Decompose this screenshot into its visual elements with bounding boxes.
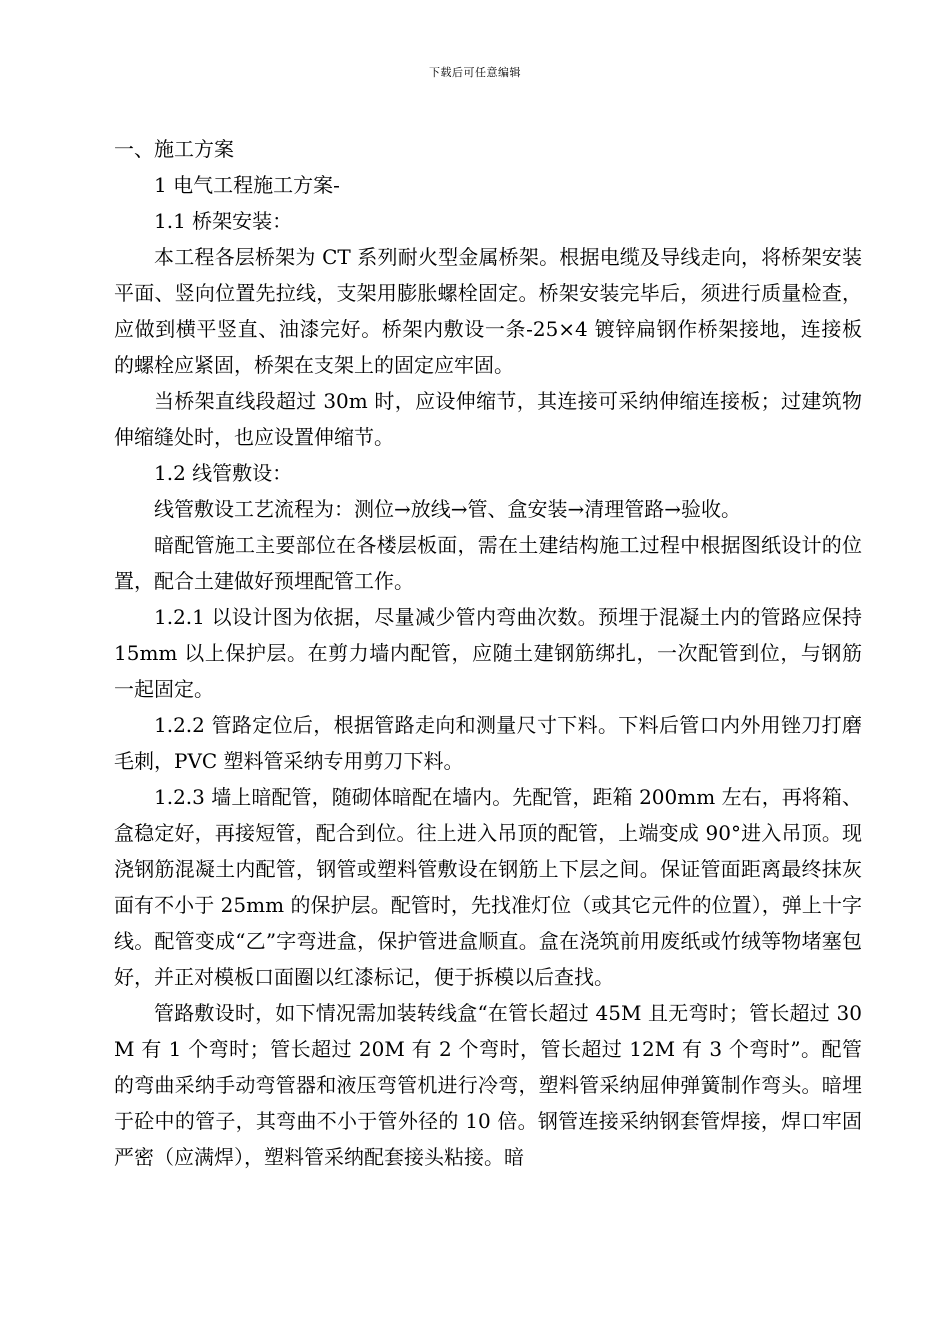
paragraph: 1.2.3 墙上暗配管，随砌体暗配在墙内。先配管，距箱 200mm 左右，再将箱、盒稳定好，再接短管，配合到位。往上进入吊顶的配管，上端变成 90°进入吊顶。现浇钢筋混凝土内配管，钢管或塑料管敷设在钢筋上下层之间。保证管面距离最终抹灰面有不小于 25mm 的保护层。配管时，先找准灯位（或其它元件的位置），弹上十字线。配管变成“乙”字弯进盒，保护管进盒顺直。盒在浇筑前用废纸或竹绒等物堵塞包好，并正对模板口面圈以红漆标记，便于拆模以后查找。 — [114, 785, 862, 989]
paragraph: 线管敷设工艺流程为：测位→放线→管、盒安装→清理管路→验收。 — [154, 497, 742, 521]
paragraph: 本工程各层桥架为 CT 系列耐火型金属桥架。根据电缆及导线走向，将桥架安装平面、竖向位置先拉线，支架用膨胀螺栓固定。桥架安装完毕后，须进行质量检查，应做到横平竖直、油漆完好。桥架内敷设一条-25×4 镀锌扁钢作桥架接地，连接板的螺栓应紧固，桥架在支架上的固定应牢固。 — [114, 245, 862, 377]
paragraph: 暗配管施工主要部位在各楼层板面，需在土建结构施工过程中根据图纸设计的位置，配合土建做好预埋配管工作。 — [114, 533, 862, 593]
paragraph: 1.2.1 以设计图为依据，尽量减少管内弯曲次数。预埋于混凝土内的管路应保持 15mm 以上保护层。在剪力墙内配管，应随土建钢筋绑扎，一次配管到位，与钢筋一起固定。 — [114, 605, 862, 701]
paragraph: 当桥架直线段超过 30m 时，应设伸缩节，其连接可采纳伸缩连接板；过建筑物伸缩缝处时，也应设置伸缩节。 — [114, 389, 862, 449]
document-body — [114, 131, 862, 1175]
subsection-heading: 1.1 桥架安装： — [154, 209, 293, 233]
paragraph: 管路敷设时，如下情况需加装转线盒“在管长超过 45M 且无弯时；管长超过 30M 有 1 个弯时；管长超过 20M 有 2 个弯时，管长超过 12M 有 3 个弯时”。配管的弯曲采纳手动弯管器和液压弯管机进行冷弯，塑料管采纳屈伸弹簧制作弯头。暗埋于砼中的管子，其弯曲不小于管外径的 10 倍。钢管连接采纳钢套管焊接，焊口牢固严密（应满焊），塑料管采纳配套接头粘接。暗 — [114, 1001, 862, 1169]
page-header: 下载后可任意编辑 — [429, 66, 521, 79]
subsection-heading: 1.2 线管敷设： — [154, 461, 293, 485]
section-heading: 一、施工方案 — [114, 137, 234, 161]
subsection-heading: 1 电气工程施工方案- — [154, 173, 340, 197]
paragraph: 1.2.2 管路定位后，根据管路走向和测量尺寸下料。下料后管口内外用锉刀打磨毛刺，PVC 塑料管采纳专用剪刀下料。 — [114, 713, 862, 773]
